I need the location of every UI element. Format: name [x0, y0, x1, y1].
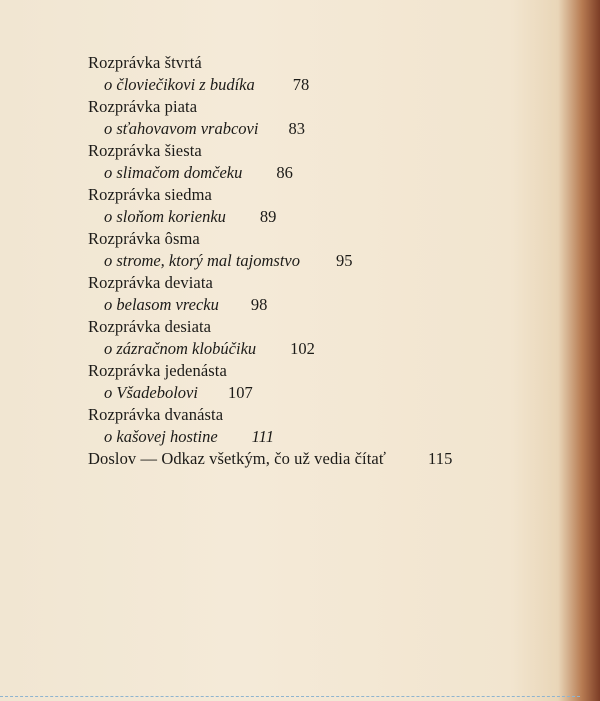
toc-page-number: 78: [292, 75, 310, 94]
toc-subtitle-text: o človiečikovi z budíka: [104, 75, 255, 94]
toc-subtitle-text: o strome, ktorý mal tajomstvo: [104, 251, 300, 270]
toc-subtitle-4: [88, 74, 528, 96]
toc-title-11: Rozprávka jedenásta: [88, 361, 227, 380]
toc-subtitle-text: o belasom vrecku: [104, 295, 219, 314]
toc-title-7: Rozprávka siedma: [88, 185, 212, 204]
toc-subtitle-text: o kašovej hostine: [104, 427, 218, 446]
toc-subtitle-10: [88, 338, 528, 360]
toc-subtitle-7: [88, 206, 528, 228]
afterword-title: Doslov — Odkaz všetkým, čo už vedia čítať: [88, 449, 386, 468]
table-of-contents: [88, 52, 528, 470]
toc-title-12: Rozprávka dvanásta: [88, 405, 224, 424]
toc-subtitle-text: o sťahovavom vrabcovi: [104, 119, 259, 138]
page-bottom-edge: [0, 696, 580, 697]
toc-subtitle-6: [88, 162, 528, 184]
toc-page-number: 95: [336, 251, 353, 270]
toc-page-number: 89: [259, 207, 277, 226]
toc-title-8: Rozprávka ôsma: [88, 229, 200, 248]
toc-title-9: Rozprávka deviata: [88, 273, 213, 292]
toc-title-6: Rozprávka šiesta: [88, 141, 202, 160]
toc-title-5: Rozprávka piata: [88, 97, 198, 116]
toc-title-4: Rozprávka štvrtá: [88, 53, 202, 72]
toc-subtitle-5: [88, 118, 528, 140]
toc-page-number: 111: [251, 427, 274, 446]
toc-page-number: 86: [276, 163, 293, 182]
afterword-page-number: 115: [428, 449, 453, 468]
toc-subtitle-text: o sloňom korienku: [104, 207, 226, 226]
toc-subtitle-8: [88, 250, 528, 272]
toc-title-10: Rozprávka desiata: [88, 317, 212, 336]
toc-page-number: 102: [290, 339, 315, 358]
toc-subtitle-9: [88, 294, 528, 316]
toc-subtitle-11: [88, 382, 528, 404]
toc-subtitle-12: [88, 426, 528, 448]
toc-afterword: [88, 448, 528, 470]
toc-page-number: 107: [227, 383, 253, 402]
toc-subtitle-text: o zázračnom klobúčiku: [104, 339, 257, 358]
toc-subtitle-text: o slimačom domčeku: [104, 163, 243, 182]
toc-subtitle-text: o Všadebolovi: [104, 383, 198, 402]
toc-page-number: 83: [288, 119, 305, 138]
toc-page-number: 98: [250, 295, 268, 314]
